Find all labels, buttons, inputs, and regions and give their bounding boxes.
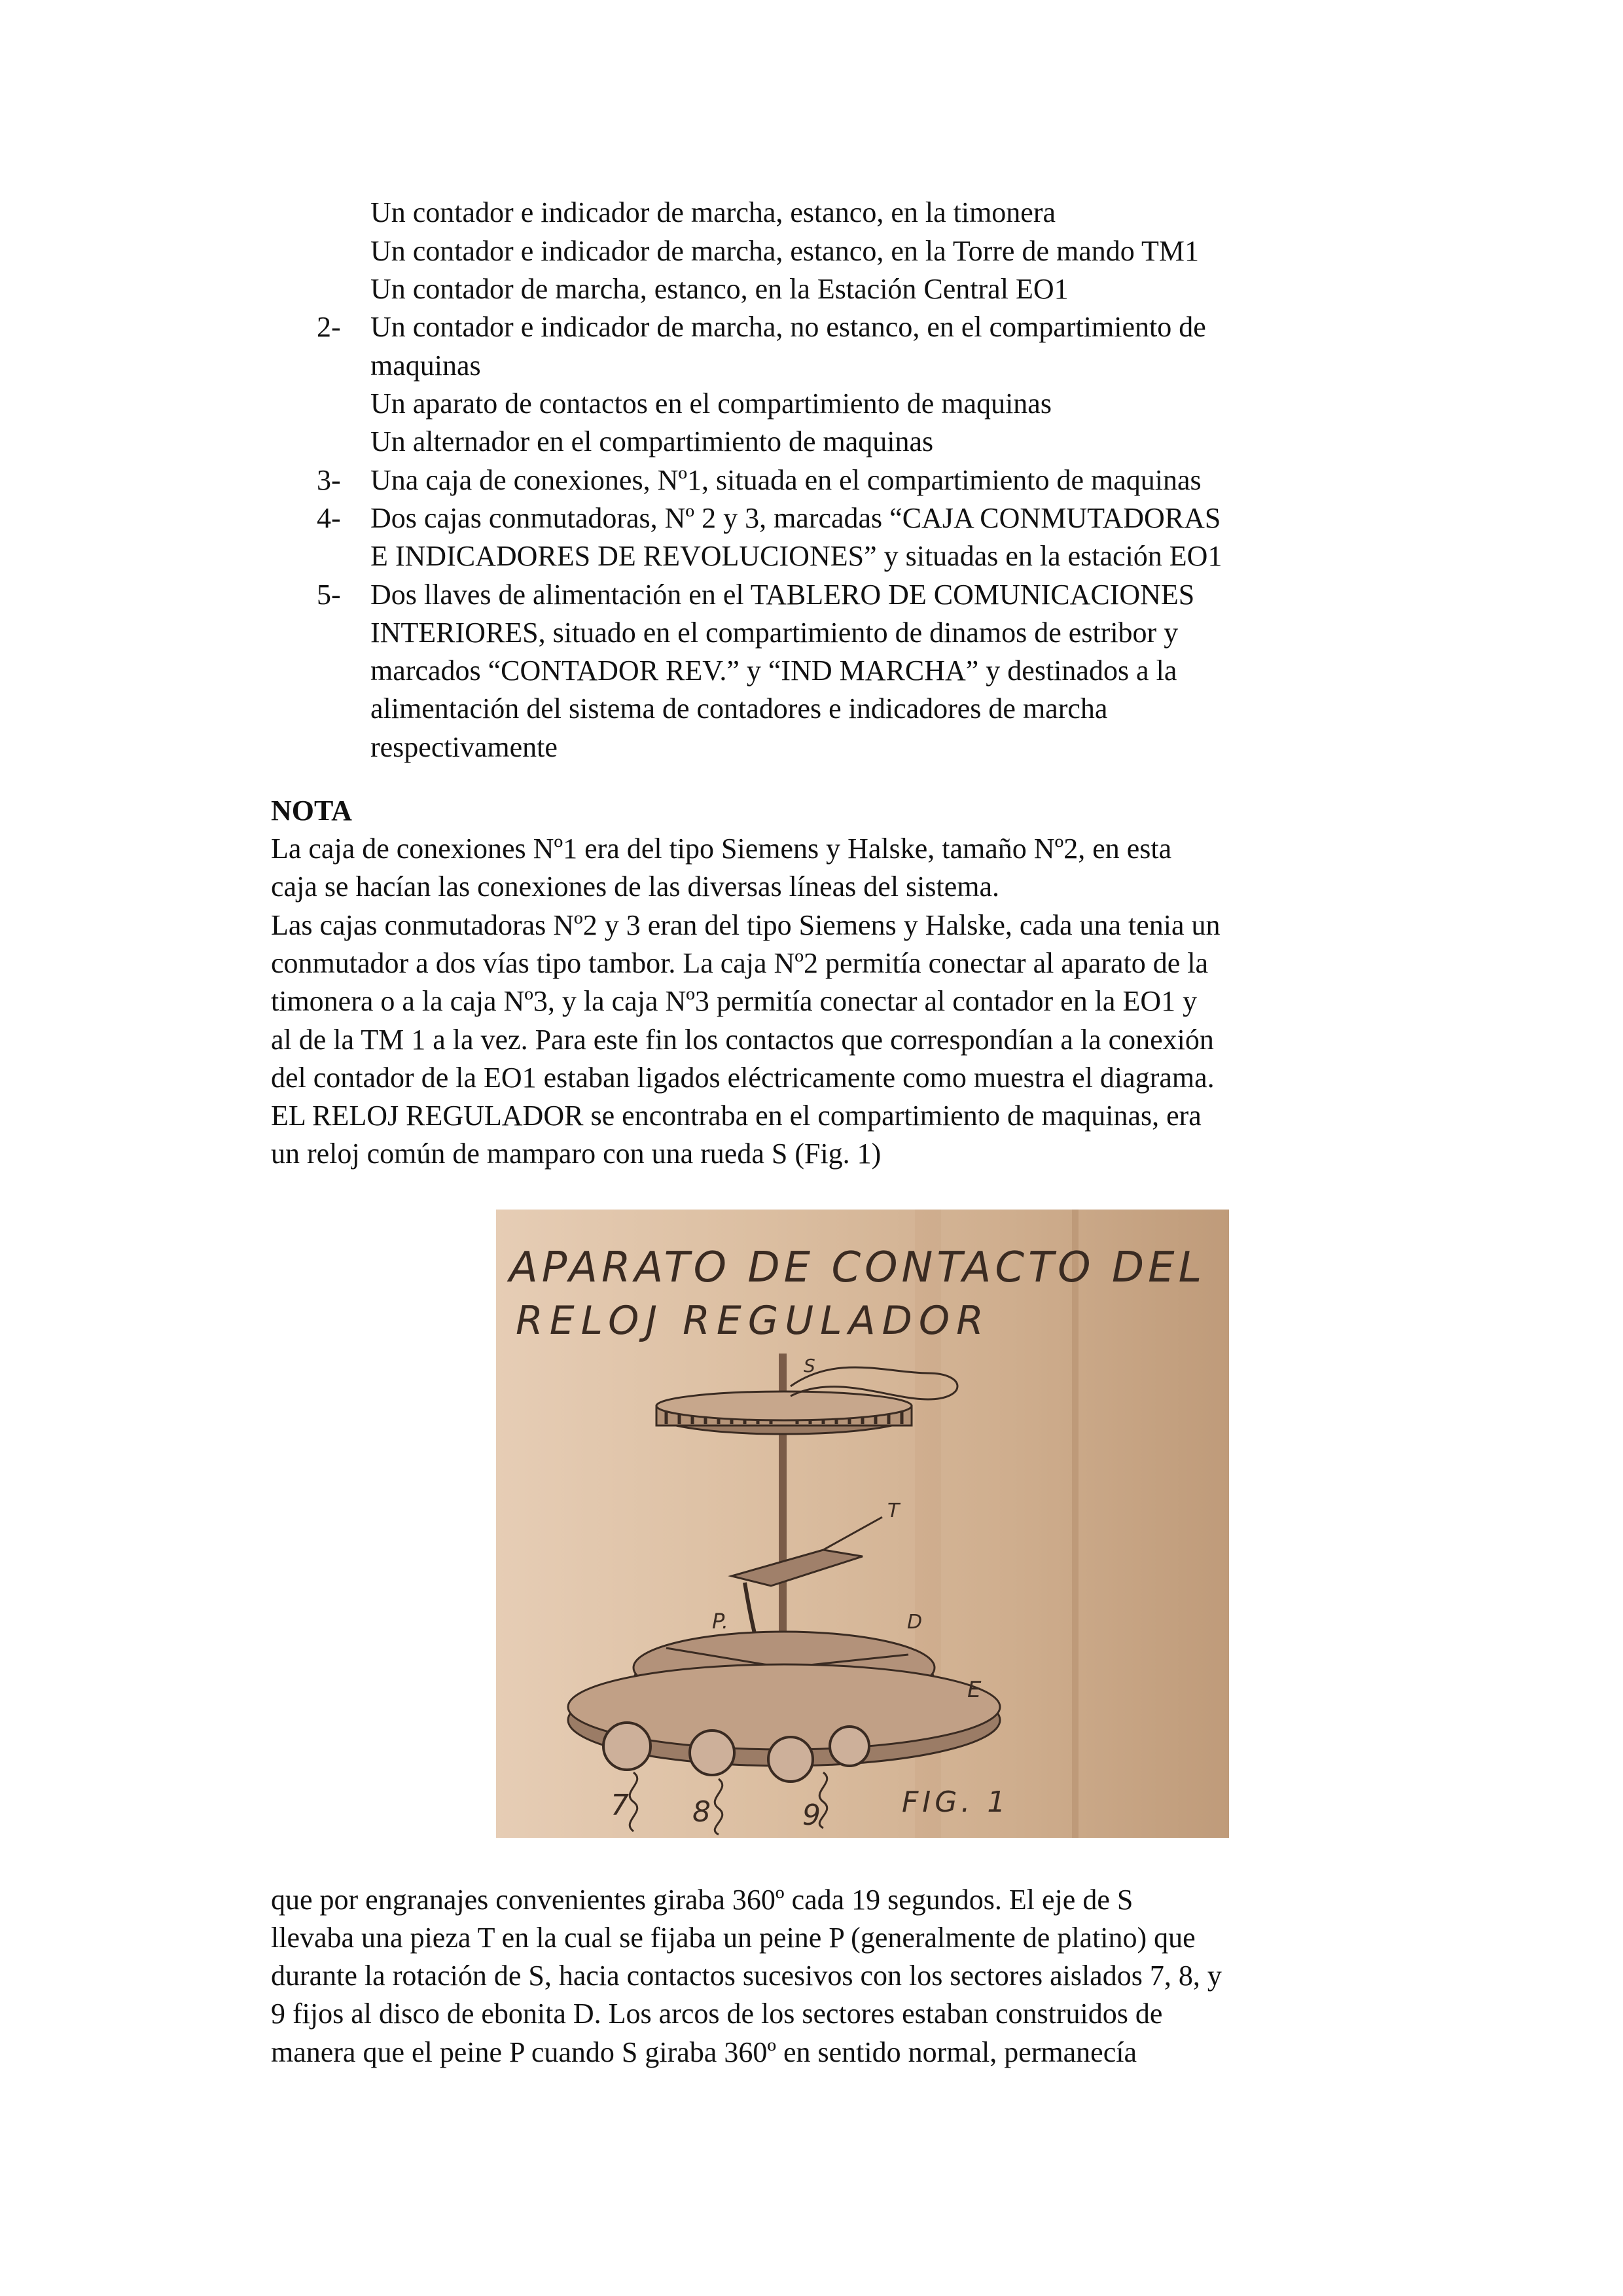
list-line: E INDICADORES DE REVOLUCIONES” y situadas en la estación EO1 (370, 540, 1222, 572)
piece-t (732, 1517, 882, 1586)
label-d: D (907, 1611, 923, 1634)
label-8: 8 (692, 1795, 711, 1829)
list-line: Un contador e indicador de marcha, estanco, en la timonera (370, 196, 1056, 228)
label-e: E (967, 1677, 982, 1703)
figure-title-line2: RELOJ REGULADOR (516, 1298, 990, 1344)
list-number: 2- (317, 311, 341, 343)
label-9: 9 (802, 1799, 821, 1832)
list-line: maquinas (370, 350, 481, 382)
nota-line: caja se hacían las conexiones de las diversas líneas del sistema. (271, 870, 1000, 903)
body-line: llevaba una pieza T en la cual se fijaba un peine P (generalmente de platino) que (271, 1922, 1196, 1954)
nota-line: Las cajas conmutadoras Nº2 y 3 eran del tipo Siemens y Halske, cada una tenia un (271, 909, 1221, 941)
list-line: alimentación del sistema de contadores e indicadores de marcha (370, 692, 1108, 725)
paper-crease (1072, 1210, 1079, 1838)
label-t: T (887, 1499, 900, 1522)
nota-heading: NOTA (271, 795, 352, 827)
figure-caption: FIG. 1 (902, 1785, 1010, 1819)
list-number: 4- (317, 502, 341, 534)
label-7: 7 (611, 1789, 629, 1822)
list-number: 5- (317, 579, 341, 611)
nota-line: EL RELOJ REGULADOR se encontraba en el compartimiento de maquinas, era (271, 1100, 1202, 1132)
list-line: Un contador e indicador de marcha, estanco, en la Torre de mando TM1 (370, 235, 1199, 267)
body-line: 9 fijos al disco de ebonita D. Los arcos de los sectores estaban construidos de (271, 1998, 1163, 2030)
list-line: Dos llaves de alimentación en el TABLERO DE COMUNICACIONES (370, 579, 1195, 611)
list-line: Una caja de conexiones, Nº1, situada en el compartimiento de maquinas (370, 464, 1202, 496)
list-line: Dos cajas conmutadoras, Nº 2 y 3, marcadas “CAJA CONMUTADORAS (370, 502, 1221, 534)
gear-wheel-s (656, 1391, 912, 1434)
list-line: Un contador e indicador de marcha, no estanco, en el compartimiento de (370, 311, 1206, 343)
figure-title-line1: APARATO DE CONTACTO DEL (509, 1244, 1206, 1292)
list-line: INTERIORES, situado en el compartimiento de dinamos de estribor y (370, 617, 1179, 649)
body-line: que por engranajes convenientes giraba 360º cada 19 segundos. El eje de S (271, 1884, 1133, 1916)
body-line: manera que el peine P cuando S giraba 360º en sentido normal, permanecía (271, 2036, 1137, 2068)
list-line: respectivamente (370, 731, 558, 763)
list-number: 3- (317, 464, 341, 496)
list-line: marcados “CONTADOR REV.” y “IND MARCHA” y destinados a la (370, 655, 1177, 687)
label-p: P. (712, 1609, 729, 1634)
list-line: Un contador de marcha, estanco, en la Estación Central EO1 (370, 273, 1069, 305)
nota-line: al de la TM 1 a la vez. Para este fin los contactos que correspondían a la conexión (271, 1024, 1214, 1056)
nota-line: del contador de la EO1 estaban ligados eléctricamente como muestra el diagrama. (271, 1062, 1215, 1094)
figure-drawing (496, 1210, 1229, 1838)
nota-line: timonera o a la caja Nº3, y la caja Nº3 permitía conectar al contador en la EO1 y (271, 985, 1198, 1017)
list-line: Un alternador en el compartimiento de maquinas (370, 425, 934, 457)
figure-contact-apparatus (496, 1210, 1229, 1838)
nota-line: un reloj común de mamparo con una rueda S (Fig. 1) (271, 1138, 882, 1170)
nota-line: La caja de conexiones Nº1 era del tipo Siemens y Halske, tamaño Nº2, en esta (271, 833, 1172, 865)
label-s: S (804, 1355, 815, 1376)
nota-line: conmutador a dos vías tipo tambor. La caja Nº2 permitía conectar al aparato de la (271, 947, 1209, 979)
body-line: durante la rotación de S, hacia contactos sucesivos con los sectores aislados 7, 8, y (271, 1960, 1222, 1992)
list-line: Un aparato de contactos en el compartimiento de maquinas (370, 387, 1052, 420)
